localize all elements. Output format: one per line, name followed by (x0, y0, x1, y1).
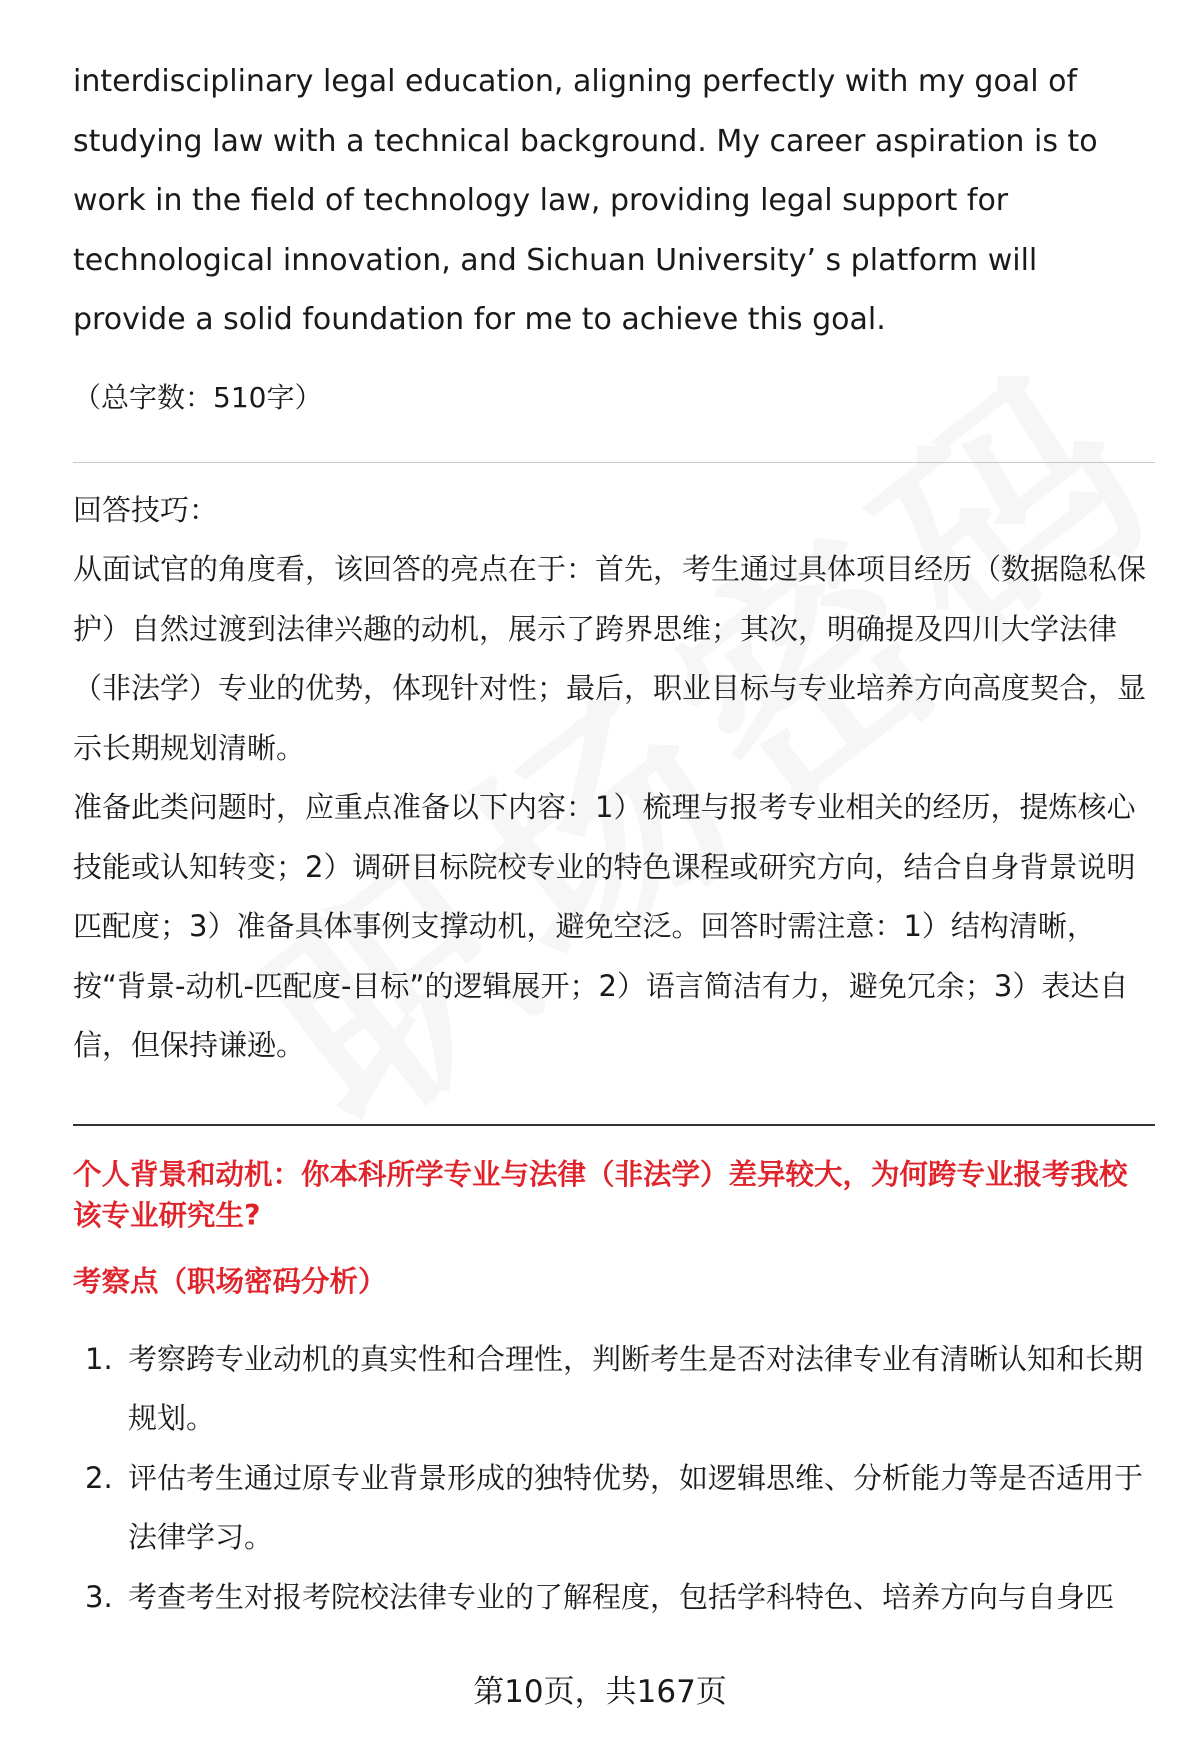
list-item (73, 1449, 1155, 1568)
list-text: 评估考生通过原专业背景形成的独特优势，如逻辑思维、分析能力等是否适用于法律学习。 (128, 1460, 1144, 1554)
word-count: （总字数：510字） (73, 380, 323, 414)
list-text: 考察跨专业动机的真实性和合理性，判断考生是否对法律专业有清晰认知和长期规划。 (128, 1341, 1144, 1435)
question-title: 个人背景和动机：你本科所学专业与法律（非法学）差异较大，为何跨专业报考我校该专业研究生? (73, 1157, 1128, 1232)
assessment-subtitle: 考察点（职场密码分析） (73, 1264, 387, 1298)
tips-title: 回答技巧： (73, 492, 219, 527)
list-number: 1. (85, 1341, 113, 1376)
page-number: 第10页，共167页 (473, 1674, 727, 1710)
assessment-points (73, 1330, 1155, 1628)
list-item (73, 1330, 1155, 1449)
tips-paragraph-1: 从面试官的角度看，该回答的亮点在于：首先，考生通过具体项目经历（数据隐私保护）自然过渡到法律兴趣的动机，展示了跨界思维；其次，明确提及四川大学法律（非法学）专业的优势，体现针对性；最后，职业目标与专业培养方向高度契合，显示长期规划清晰。 (73, 552, 1147, 765)
list-number: 3. (85, 1579, 113, 1614)
list-number: 2. (85, 1460, 113, 1495)
section-divider (73, 1124, 1155, 1126)
answer-paragraph: interdisciplinary legal education, aligning perfectly with my goal of studying law with a technical background. My career aspiration is to work in the field of technology law, providing legal support for technological innovation, and Sichuan University’ s platform will provide a solid foundation for me to achieve this goal. (73, 64, 1098, 337)
list-text: 考查考生对报考院校法律专业的了解程度，包括学科特色、培养方向与自身匹 (128, 1579, 1115, 1614)
page-content (73, 52, 1155, 1627)
divider-light (73, 462, 1155, 463)
tips-paragraph-2: 准备此类问题时，应重点准备以下内容：1）梳理与报考专业相关的经历，提炼核心技能或认知转变；2）调研目标院校专业的特色课程或研究方向，结合自身背景说明匹配度；3）准备具体事例支撑动机，避免空泛。回答时需注意：1）结构清晰，按“背景-动机-匹配度-目标”的逻辑展开；2）语言简洁有力，避免冗余；3）表达自信，但保持谦逊。 (73, 790, 1136, 1062)
list-item (73, 1568, 1155, 1628)
